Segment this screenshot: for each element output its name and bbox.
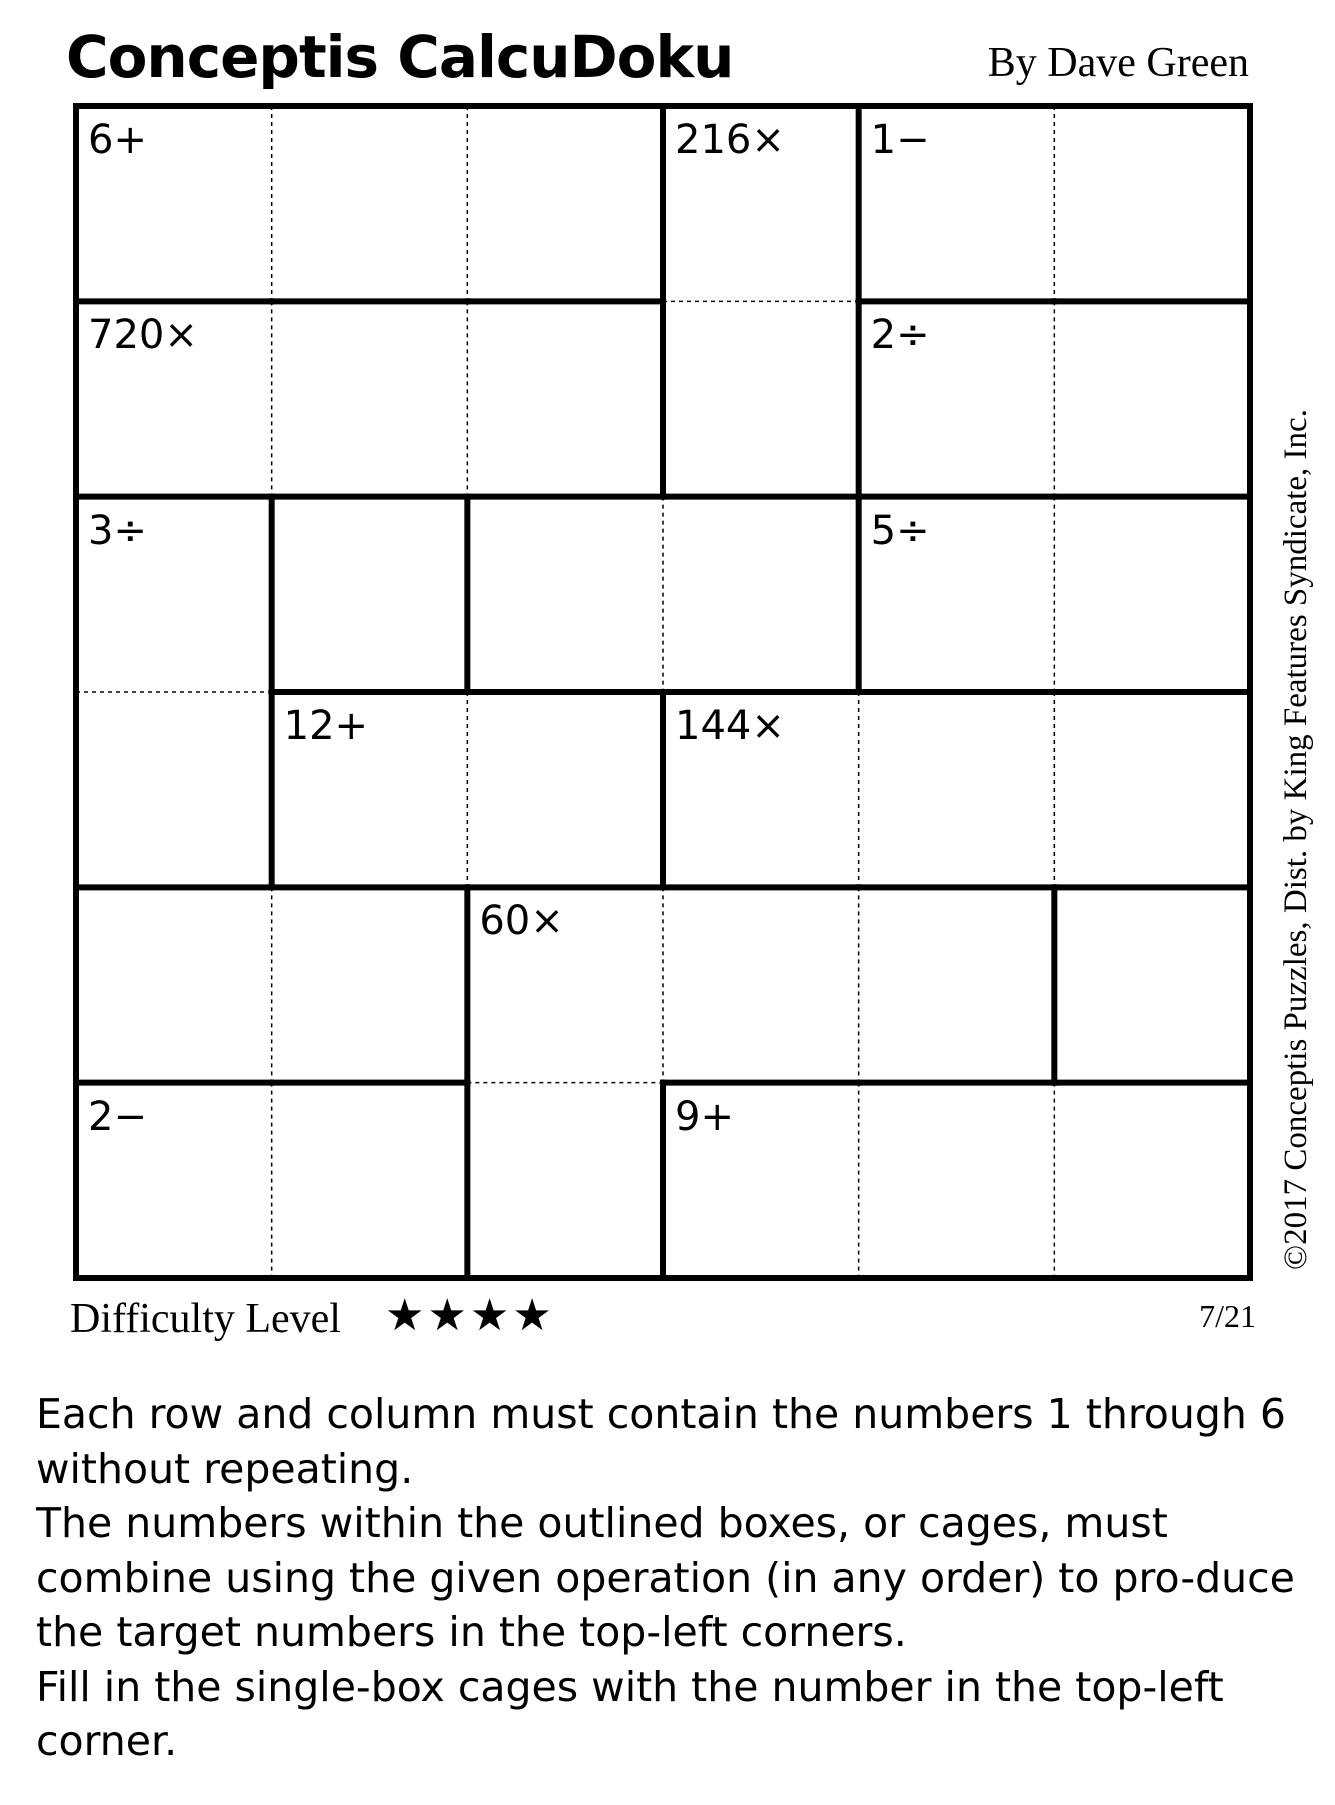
grid-cell[interactable] xyxy=(663,887,859,1082)
cage-clue: 1− xyxy=(870,117,930,163)
cage-clue: 3÷ xyxy=(88,507,147,554)
instructions xyxy=(36,1387,1316,1769)
cage-clue: 60× xyxy=(479,898,564,945)
grid-cell[interactable] xyxy=(1054,1083,1250,1278)
grid-cell[interactable] xyxy=(467,1083,663,1278)
grid-cell[interactable] xyxy=(467,497,663,692)
grid-cell[interactable] xyxy=(272,887,468,1082)
grid-cell[interactable] xyxy=(467,301,663,496)
grid-cell[interactable] xyxy=(1054,497,1250,692)
grid-cell[interactable] xyxy=(76,692,272,887)
grid-cell[interactable] xyxy=(272,497,468,692)
grid-cell[interactable] xyxy=(1054,887,1250,1082)
cage-clue: 5÷ xyxy=(870,507,930,554)
instruction-rule-2: The numbers within the outlined boxes, or cages, must combine using the given operation (in any order) to pro-duce the target numbers in the top-left corners. xyxy=(36,1499,1295,1656)
difficulty-label: Difficulty Level xyxy=(70,1296,341,1342)
grid-cell[interactable] xyxy=(859,887,1055,1082)
puzzle-grid xyxy=(70,100,1256,1284)
puzzle-date: 7/21 xyxy=(1199,1298,1256,1334)
grid-cell[interactable] xyxy=(272,1083,468,1278)
instruction-rule-1: Each row and column must contain the numbers 1 through 6 without repeating. xyxy=(36,1390,1286,1493)
cage-clue: 2− xyxy=(88,1093,147,1140)
grid-cell[interactable] xyxy=(1054,692,1250,887)
grid-cell[interactable] xyxy=(663,301,859,496)
copyright-notice: ©2017 Conceptis Puzzles, Dist. by King Features Syndicate, Inc. xyxy=(1278,409,1314,1270)
grid-cell[interactable] xyxy=(663,497,859,692)
cage-clue: 720× xyxy=(88,312,198,359)
grid-cell[interactable] xyxy=(467,106,663,301)
cage-clue: 6+ xyxy=(88,117,147,163)
grid-cell[interactable] xyxy=(76,887,272,1082)
cage-clue: 216× xyxy=(675,117,785,163)
difficulty-stars: ★★★★ xyxy=(385,1290,555,1341)
grid-cell[interactable] xyxy=(272,301,468,496)
grid-cell[interactable] xyxy=(272,106,468,301)
grid-cell[interactable] xyxy=(1054,301,1250,496)
grid-cell[interactable] xyxy=(1054,106,1250,301)
brand-logo: Conceptis CalcuDoku xyxy=(66,23,734,91)
author-byline: By Dave Green xyxy=(987,40,1249,86)
cage-clue: 144× xyxy=(675,703,785,749)
grid-cell[interactable] xyxy=(467,692,663,887)
grid-cell[interactable] xyxy=(859,692,1055,887)
cage-clue: 12+ xyxy=(283,703,369,749)
cage-clue: 9+ xyxy=(675,1093,734,1140)
cage-clue: 2÷ xyxy=(870,312,930,359)
footer-bar xyxy=(70,1290,1256,1348)
instruction-rule-3: Fill in the single-box cages with the number in the top-left corner. xyxy=(36,1662,1224,1765)
grid-cell[interactable] xyxy=(859,1083,1055,1278)
